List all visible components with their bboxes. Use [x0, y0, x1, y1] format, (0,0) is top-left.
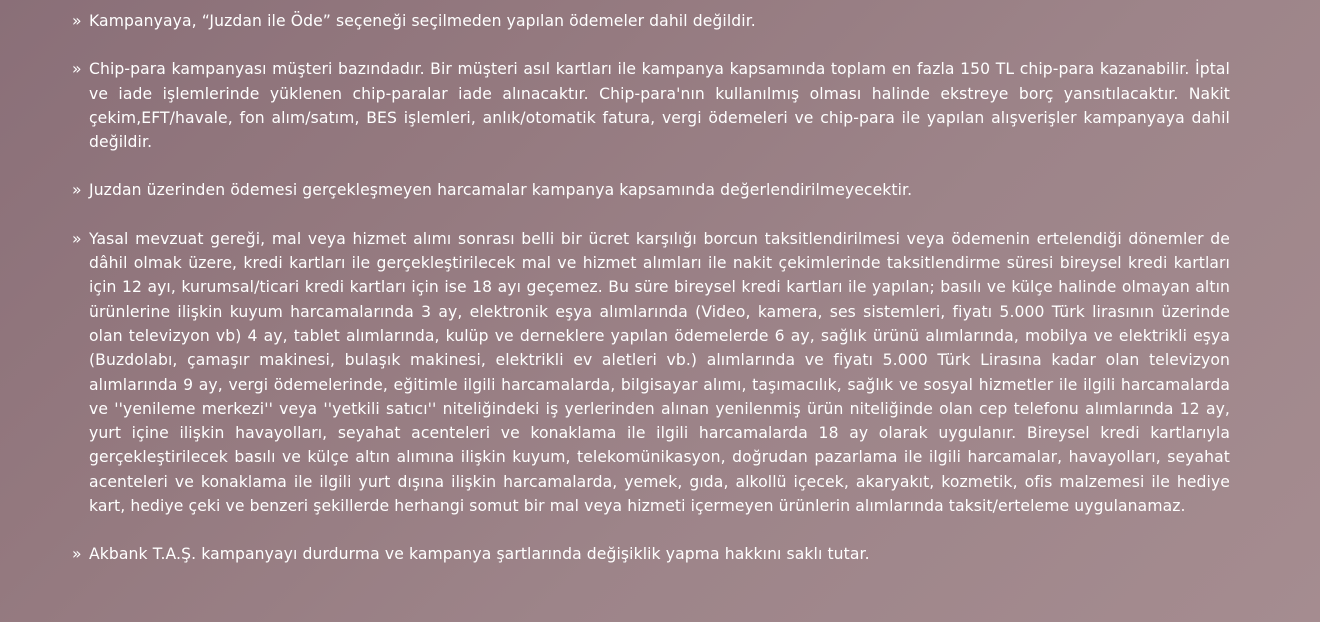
term-text: Juzdan üzerinden ödemesi gerçekleşmeyen harcamalar kampanya kapsamında değerlendirilmeyecektir. [89, 181, 913, 200]
term-text: Yasal mevzuat gereği, mal veya hizmet alımı sonrası belli bir ücret karşılığı borcun taksitlendirilmesi veya ödemenin ertelendiği dönemler de dâhil olmak üzere, kredi kartları ile gerçekleştirilecek mal ve hizmet alımları ile nakit çekimlerinde taksitlendirme süresi bireysel kredi kartları için 12 ayı, kurumsal/ticari kredi kartları için ise 18 ayı geçemez. Bu süre bireysel kredi kartları ile yapılan; basılı ve külçe halinde olmayan altın ürünlerine ilişkin kuyum harcamalarında 3 ay, elektronik eşya alımlarında (Video, kamera, ses sistemleri, fiyatı 5.000 Türk lirasının üzerinde olan televizyon vb) 4 ay, tablet alımlarında, kulüp ve derneklere yapılan ödemelerde 6 ay, sağlık ürünü alımlarında, mobilya ve elektrikli eşya (Buzdolabı, çamaşır makinesi, bulaşık makinesi, elektrikli ev aletleri vb.) alımlarında ve fiyatı 5.000 Türk Lirasına kadar olan televizyon alımlarında 9 ay, vergi ödemelerinde, eğitimle ilgili harcamalarda, bilgisayar alımı, taşımacılık, sağlık ve sosyal hizmetler ile ilgili harcamalarda ve ''yenileme merkezi'' veya ''yetkili satıcı'' niteliğindeki iş yerlerinden alınan yenilenmiş ürün niteliğinde olan cep telefonu alımlarında 12 ay, yurt içine ilişkin havayolları, seyahat acenteleri ve konaklama ile ilgili harcamalarda 18 ay olarak uygulanır. Bireysel kredi kartlarıyla gerçekleştirilecek basılı ve külçe altın alımına ilişkin kuyum, telekomünikasyon, doğrudan pazarlama ile ilgili harcamalar, havayolları, seyahat acenteleri ve konaklama ile ilgili yurt dışına ilişkin harcamalarda, yemek, gıda, alkollü içecek, akaryakıt, kozmetik, ofis malzemesi ile hediye kart, hediye çeki ve benzeri şekillerde herhangi somut bir mal veya hizmeti içermeyen ürünlerin alımlarında taksit/erteleme uygulanamaz. [89, 229, 1230, 516]
term-item-installment-regulation [72, 227, 1230, 519]
term-text: Akbank T.A.Ş. kampanyayı durdurma ve kampanya şartlarında değişiklik yapma hakkını saklı tutar. [89, 545, 870, 564]
campaign-terms-list [72, 9, 1230, 591]
bullet-marker: » [72, 545, 82, 564]
term-item-akbank-rights [72, 542, 1230, 566]
term-item-juzdan-payment [72, 178, 1230, 202]
term-item-juzdan-ode [72, 9, 1230, 33]
bullet-marker: » [72, 60, 82, 79]
term-text: Kampanyaya, “Juzdan ile Öde” seçeneği seçilmeden yapılan ödemeler dahil değildir. [89, 12, 756, 30]
bullet-marker: » [72, 229, 82, 248]
bullet-marker: » [72, 181, 82, 200]
term-item-chip-para [72, 57, 1230, 154]
bullet-marker: » [72, 12, 82, 30]
term-text: Chip-para kampanyası müşteri bazındadır. Bir müşteri asıl kartları ile kampanya kapsamında toplam en fazla 150 TL chip-para kazanabilir. İptal ve iade işlemlerinde yüklenen chip-paralar iade alınacaktır. Chip-para'nın kullanılmış olması halinde ekstreye borç yansıtılacaktır. Nakit çekim,EFT/havale, fon alım/satım, BES işlemleri, anlık/otomatik fatura, vergi ödemeleri ve chip-para ile yapılan alışverişler kampanyaya dahil değildir. [89, 60, 1230, 152]
